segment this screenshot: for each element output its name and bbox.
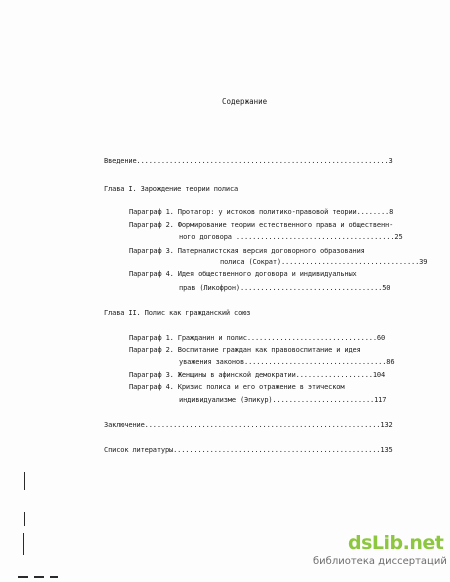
toc-ch2-par3: Параграф 3. Женщины в афинской демократии...................104: [129, 371, 386, 379]
toc-chapter-2: Глава II. Полис как гражданский союз: [104, 309, 251, 317]
scan-mark-left-upper: [24, 472, 25, 490]
watermark-brand: dsLib: [348, 532, 403, 554]
scan-mark-bottom-dash-1: [18, 576, 28, 578]
scan-mark-bottom-dash-2: [34, 576, 44, 578]
toc-ch2-par2-cont: уважения законов...................................86: [179, 358, 395, 366]
toc-ch1-par2-cont: ного договора .......................................25: [179, 233, 403, 241]
toc-ch2-par2: Параграф 2. Воспитание граждан как правовоспитание и идея: [129, 346, 361, 354]
watermark-brand-tld: .net: [402, 532, 444, 554]
toc-ch1-par3-cont: полиса (Сократ)..................................39: [220, 258, 428, 266]
toc-ch1-par2: Параграф 2. Формирование теории естественного права и общественн-: [129, 221, 394, 229]
toc-entry-bibliography: Список литературы...................................................135: [104, 446, 393, 454]
toc-ch1-par4-cont: прав (Ликофрон)...................................50: [179, 284, 391, 292]
toc-entry-introduction: Введение..............................................................3: [104, 157, 393, 165]
toc-chapter-1: Глава I. Зарождение теории полиса: [104, 185, 239, 193]
toc-ch1-par1: Параграф 1. Протагор: у истоков политико-правовой теории........8: [129, 208, 394, 216]
scan-mark-left-lower: [23, 533, 24, 555]
toc-ch2-par4-cont: индивидуализме (Эпикур).........................117: [179, 396, 387, 404]
page-title: Содержание: [222, 97, 268, 106]
toc-ch1-par3: Параграф 3. Патерналистская версия договорного образования: [129, 247, 365, 255]
scan-mark-left-middle: [24, 512, 25, 526]
watermark-subtitle: библиотека диссертаций: [313, 556, 447, 567]
scan-mark-bottom-dash-3: [50, 576, 58, 578]
toc-ch2-par4: Параграф 4. Кризис полиса и его отражение в этическом: [129, 383, 345, 391]
watermark-logo: [348, 532, 443, 554]
toc-ch1-par4: Параграф 4. Идея общественного договора и индивидуальных: [129, 270, 357, 278]
toc-ch2-par1: Параграф 1. Гражданин и полис................................60: [129, 334, 386, 342]
toc-entry-conclusion: Заключение..........................................................132: [104, 421, 393, 429]
